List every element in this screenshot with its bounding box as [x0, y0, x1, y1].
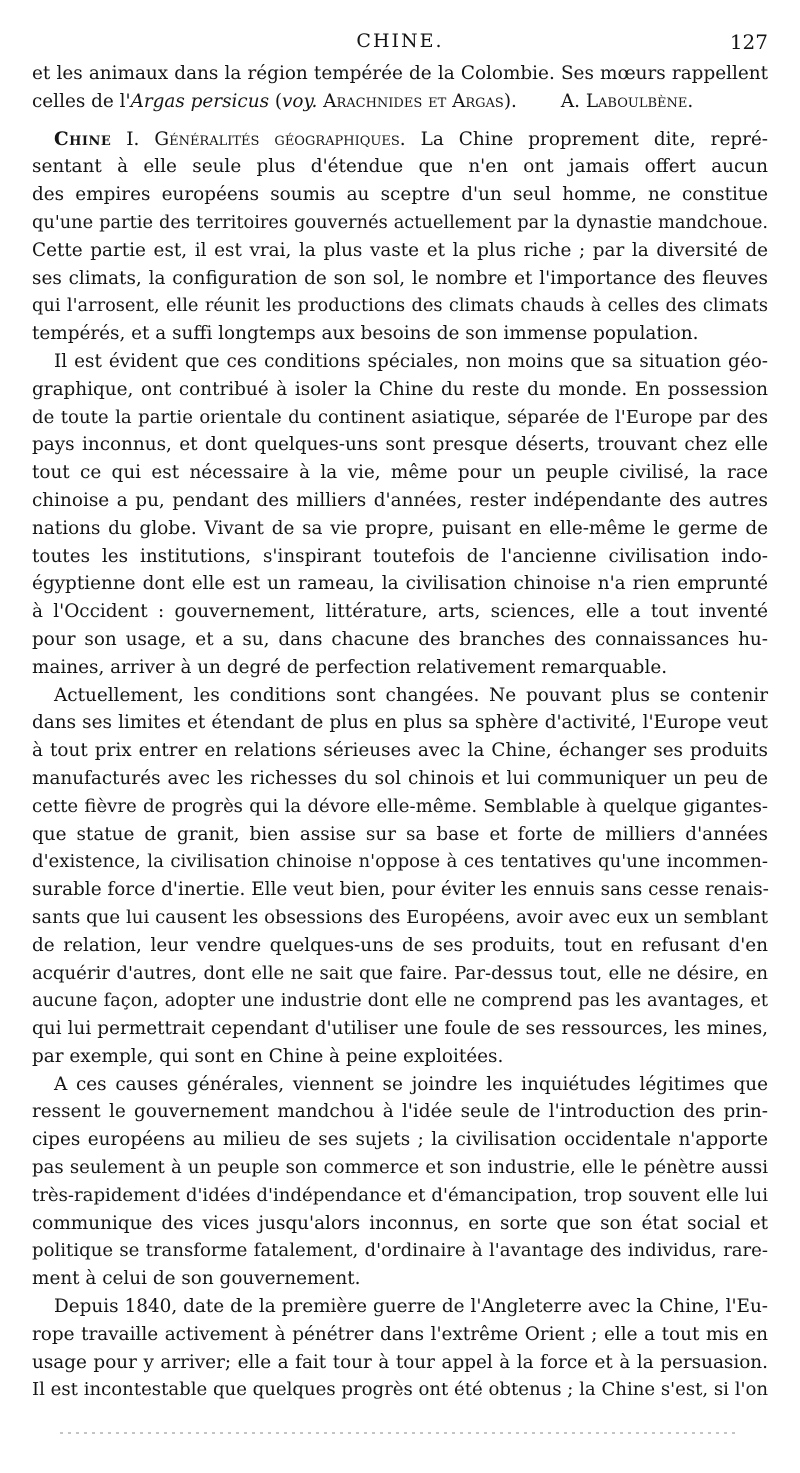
text-line: tempérés, et a suffi longtemps aux besoins de son immense population.: [32, 323, 699, 345]
text-run: celles de l': [32, 90, 131, 112]
paragraph: [32, 1071, 768, 1293]
article-head-word: Chine: [54, 128, 112, 150]
bleed-through-rule: [60, 1432, 740, 1434]
text-line: toutes les institutions, s'inspirant toutefois de l'ancienne civilisation indo-: [32, 545, 768, 567]
body-text: [32, 60, 768, 1404]
text-line: Il est incontestable que quelques progrès ont été obtenus ; la Chine s'est, si l'on: [32, 1379, 769, 1401]
text-line: dans ses limites et étendant de plus en plus sa sphère d'activité, l'Europe veut: [32, 712, 768, 734]
text-line: et les animaux dans la région tempérée de la Colombie. Ses mœurs rappellent: [32, 63, 768, 84]
text-line: de toute la partie orientale du continent asiatique, séparée de l'Europe par des: [32, 406, 768, 428]
text-line: sentant à elle seule plus d'étendue que n'en ont jamais offert aucun: [32, 156, 768, 178]
article-first-line: [32, 126, 768, 154]
text-line: cette fièvre de progrès qui la dévore elle-même. Semblable à quelque gigantes-: [32, 795, 768, 817]
text-line: aucune façon, adopter une industrie dont elle ne comprend pas les avantages, et: [32, 990, 768, 1012]
voy-abbrev: voy.: [282, 90, 318, 112]
text-line: acquérir d'autres, dont elle ne sait que faire. Par-dessus tout, elle ne désire, en: [32, 962, 768, 984]
text-line: maines, arriver à un degré de perfection relativement remarquable.: [32, 656, 668, 678]
text-line: qu'une partie des territoires gouvernés actuellement par la dynastie mandchoue.: [32, 211, 768, 233]
text-line: nations du globe. Vivant de sa vie propre, puisant en elle-même le germe de: [32, 517, 768, 539]
text-line: communique des vices jusqu'alors inconnus, en sorte que son état social et: [32, 1212, 768, 1234]
section-title: I. Généralités géographiques.: [126, 128, 406, 150]
paragraph: [32, 682, 768, 1071]
text-line: de relation, leur vendre quelques-uns de ses produits, tout en refusant d'en: [32, 934, 768, 956]
article-chine: [32, 126, 768, 348]
running-title: CHINE.: [356, 30, 444, 52]
text-line: ses climats, la configuration de son sol, le nombre et l'importance des fleuves: [32, 267, 768, 289]
text-line: tout ce qui est nécessaire à la vie, même pour un peuple civilisé, la race: [32, 462, 768, 484]
text-line: cipes européens au milieu de ses sujets ; la civilisation occidentale n'apporte: [32, 1129, 768, 1151]
text-line: que statue de granit, bien assise sur sa base et forte de milliers d'années: [32, 823, 768, 845]
text-line: à l'Occident : gouvernement, littérature, arts, sciences, elle a tout inventé: [32, 601, 768, 623]
author-signature: A. Laboulbène.: [560, 90, 694, 112]
text-line: par exemple, qui sont en Chine à peine exploitées.: [32, 1045, 504, 1067]
spacer: [32, 116, 768, 126]
text-line: pour son usage, et a su, dans chacune des branches des connaissances hu-: [32, 628, 768, 650]
text-line: d'existence, la civilisation chinoise n'oppose à ces tentatives qu'une incommen-: [32, 851, 768, 873]
paragraph: [32, 1293, 768, 1404]
text-line: Actuellement, les conditions sont changées. Ne pouvant plus se contenir: [54, 684, 768, 706]
text-line: graphique, ont contribué à isoler la Chine du reste du monde. En possession: [32, 378, 768, 400]
text-line: A ces causes générales, viennent se joindre les inquiétudes légitimes que: [54, 1073, 768, 1095]
text-line: très-rapidement d'idées d'indépendance et d'émancipation, trop souvent elle lui: [32, 1184, 768, 1206]
cross-references: Arachnides et Argas).: [317, 90, 517, 112]
text-line: manufacturés avec les richesses du sol chinois et lui communiquer un peu de: [32, 767, 768, 789]
text-line: qui l'arrosent, elle réunit les productions des climats chauds à celles des climats: [32, 295, 768, 317]
text-line: rope travaille activement à pénétrer dans l'extrême Orient ; elle a tout mis en: [32, 1323, 768, 1345]
text-line: politique se transforme fatalement, d'ordinaire à l'avantage des individus, rare-: [32, 1240, 768, 1262]
text-line: sants que lui causent les obsessions des Européens, avoir avec eux un semblant: [32, 906, 768, 928]
text-run: La Chine proprement dite, repré-: [420, 128, 768, 150]
text-run: (: [269, 90, 283, 112]
text-line: chinoise a pu, pendant des milliers d'années, rester indépendante des autres: [32, 489, 768, 511]
text-line: usage pour y arriver; elle a fait tour à tour appel à la force et à la persuasion.: [32, 1351, 768, 1373]
text-line: Depuis 1840, date de la première guerre de l'Angleterre avec la Chine, l'Eu-: [54, 1296, 768, 1318]
species-name: Argas persicus: [130, 90, 270, 112]
text-line: qui lui permettrait cependant d'utiliser une foule de ses ressources, les mines,: [32, 1018, 768, 1040]
text-line: à tout prix entrer en relations sérieuses avec la Chine, échanger ses produits: [32, 740, 768, 762]
text-line: surable force d'inertie. Elle veut bien, pour éviter les ennuis sans cesse renais-: [32, 879, 769, 901]
signature-line: [32, 88, 768, 116]
text-line: ment à celui de son gouvernement.: [32, 1268, 361, 1290]
text-line: des empires européens soumis au sceptre d'un seul homme, ne constitue: [32, 184, 768, 206]
text-line: ressent le gouvernement mandchou à l'idée seule de l'introduction des prin-: [32, 1101, 768, 1123]
text-line: égyptienne dont elle est un rameau, la civilisation chinoise n'a rien emprunté: [32, 573, 768, 595]
text-line: pays inconnus, et dont quelques-uns sont presque déserts, trouvant chez elle: [32, 434, 768, 456]
page-header: [30, 30, 770, 58]
text-line: pas seulement à un peuple son commerce et son industrie, elle le pénètre aussi: [32, 1157, 768, 1179]
paragraph: [32, 348, 768, 682]
text-line: Cette partie est, il est vrai, la plus vaste et la plus riche ; par la diversité de: [32, 239, 768, 261]
page-number: 127: [729, 30, 768, 54]
text-line: Il est évident que ces conditions spéciales, non moins que sa situation géo-: [54, 350, 768, 372]
